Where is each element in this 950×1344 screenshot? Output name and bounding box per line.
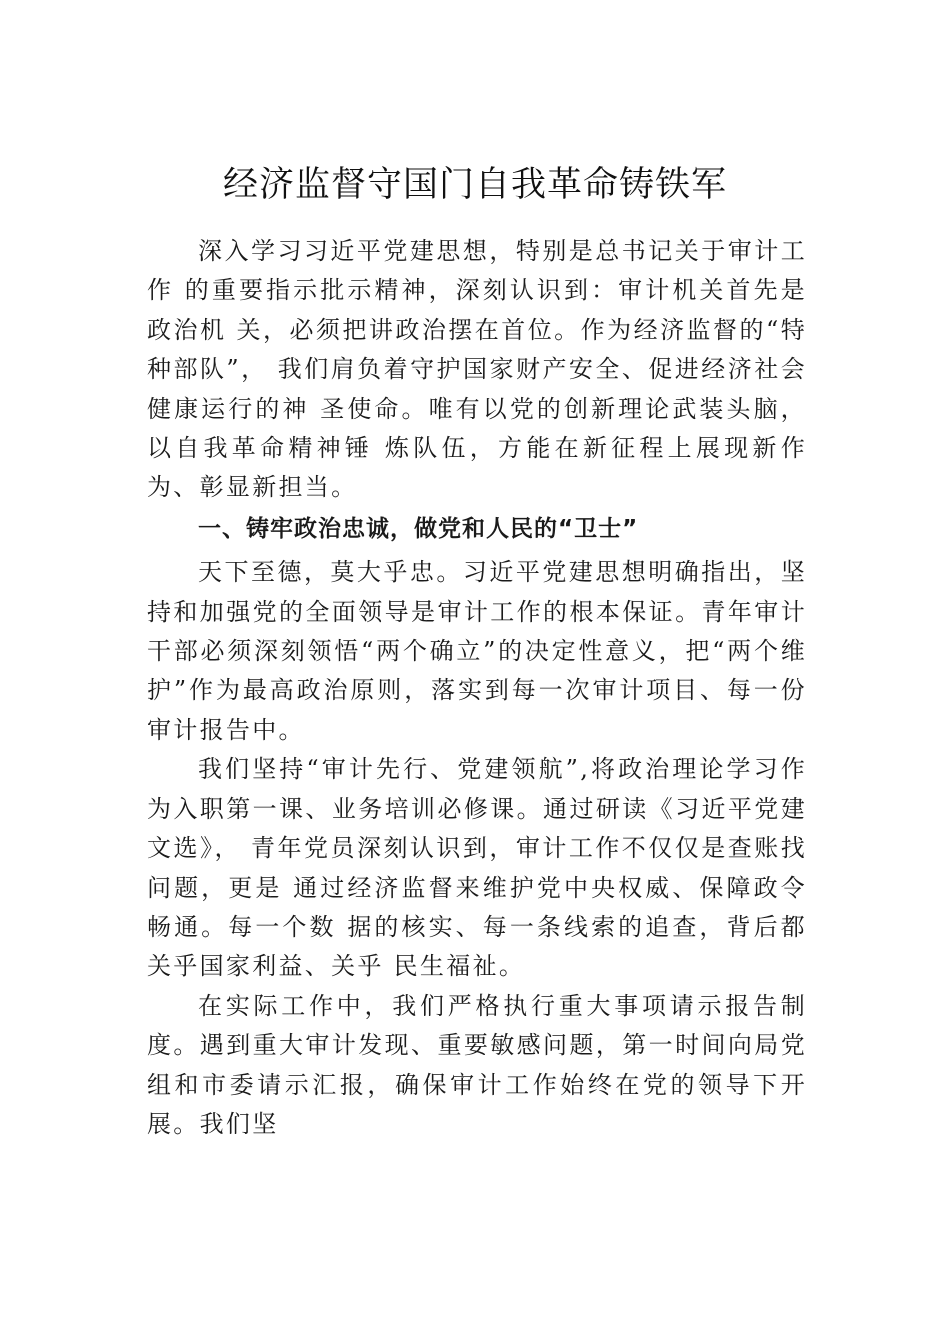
document-title: 经济监督守国门自我革命铸铁军 — [222, 165, 727, 205]
section-heading-1: 一、铸牢政治忠诚，做党和人民的“卫士” — [198, 515, 639, 542]
paragraph-study: 我们坚持“审计先行、党建领航”,将政治理论学习作为入职第一课、业务培训必修课。通过研读《习近平党建文选》， 青年党员深刻认识到，审计工作不仅仅是查账找问题，更是 通过经济监督来维护党中央权威、保障政令畅通。每一个数 据的核实、每一条线索的追查，背后都关乎国家利益、关乎 民生福祉。 — [147, 755, 807, 981]
paragraph-practice: 在实际工作中，我们严格执行重大事项请示报告制度。遇到重大审计发现、重要敏感问题，第一时间向局党组和市委请示汇报，确保审计工作始终在党的领导下开展。我们坚 — [147, 991, 807, 1138]
paragraph-intro: 深入学习习近平党建思想，特别是总书记关于审计工作 的重要指示批示精神，深刻认识到：审计机关首先是政治机 关，必须把讲政治摆在首位。作为经济监督的“特种部队”， 我们肩负着守护国家财产安全、促进经济社会健康运行的神 圣使命。唯有以党的创新理论武装头脑，以自我革命精神锤 炼队伍，方能在新征程上展现新作为、彰显新担当。 — [147, 237, 807, 502]
document-body — [147, 232, 807, 1144]
paragraph-loyalty: 天下至德，莫大乎忠。习近平党建思想明确指出，坚持和加强党的全面领导是审计工作的根本保证。青年审计干部必须深刻领悟“两个确立”的决定性意义，把“两个维护”作为最高政治原则，落实到每一次审计项目、每一份审计报告中。 — [147, 558, 807, 744]
